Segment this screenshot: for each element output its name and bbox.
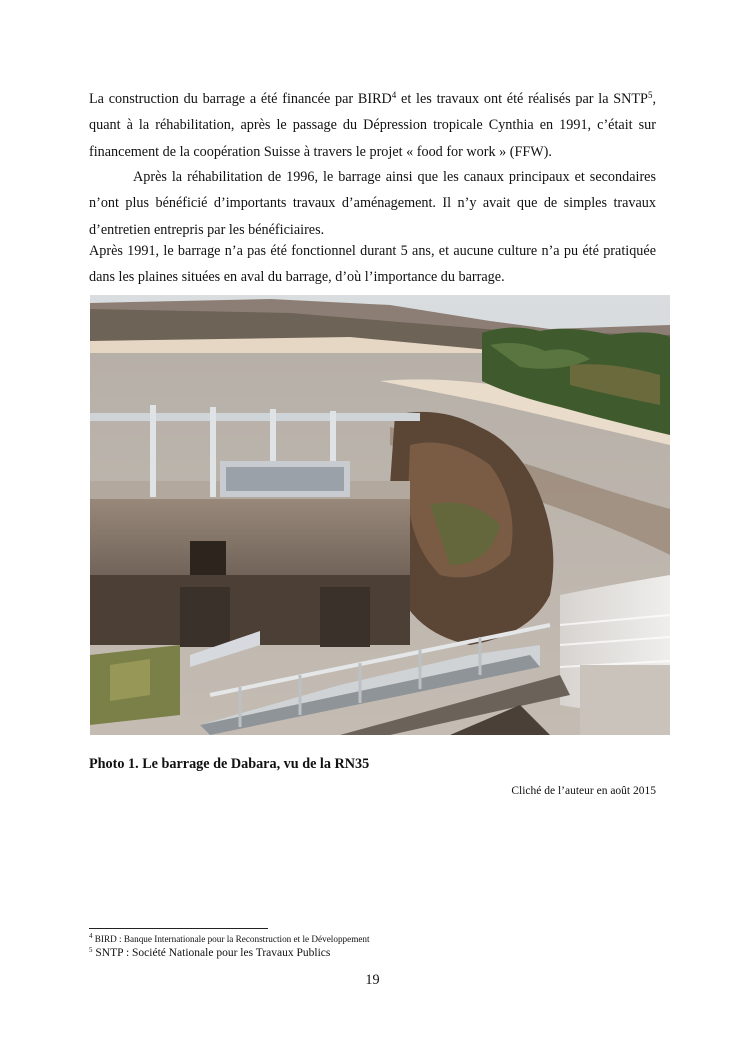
p1-text-b: et les travaux ont été réalisés par la SNTP [396, 91, 648, 107]
p1-text-a: La construction du barrage a été financée par BIRD [89, 91, 392, 107]
footnote-4-number: 4 [89, 932, 93, 940]
paragraph-importance: Après 1991, le barrage n’a pas été fonctionnel durant 5 ans, et aucune culture n’a pu été pratiquée dans les plaines situées en aval du barrage, d’où l’importance du barrage. [89, 243, 656, 286]
footnote-5-text: SNTP : Société Nationale pour les Travaux Publics [95, 947, 331, 959]
paragraph-financing [89, 86, 656, 165]
paragraph-rehabilitation: Après la réhabilitation de 1996, le barrage ainsi que les canaux principaux et secondaires n’ont plus bénéficié d’importants travaux d’aménagement. Il n’y avait que de simples travaux d’entretien entrepris par les bénéficiaires. [89, 169, 656, 238]
photo-credit: Cliché de l’auteur en août 2015 [511, 785, 656, 797]
footnote-ref-4[interactable]: 4 [391, 90, 397, 100]
footnote-4 [89, 934, 370, 944]
footnote-5 [89, 947, 330, 959]
p1-text-c: , quant à la réhabilitation, après le passage du Dépression tropicale Cynthia en 1991, c’était sur financement de la coopération Suisse à travers le projet « food for work » (FFW). [89, 91, 656, 160]
footnote-5-number: 5 [89, 946, 93, 954]
footnote-divider [89, 928, 268, 929]
dam-photo [90, 295, 670, 735]
page-number: 19 [365, 972, 380, 988]
footnote-ref-5[interactable]: 5 [647, 90, 653, 100]
footnote-4-text: BIRD : Banque Internationale pour la Reconstruction et le Développement [94, 934, 370, 944]
figure-caption: Photo 1. Le barrage de Dabara, vu de la RN35 [89, 756, 370, 772]
